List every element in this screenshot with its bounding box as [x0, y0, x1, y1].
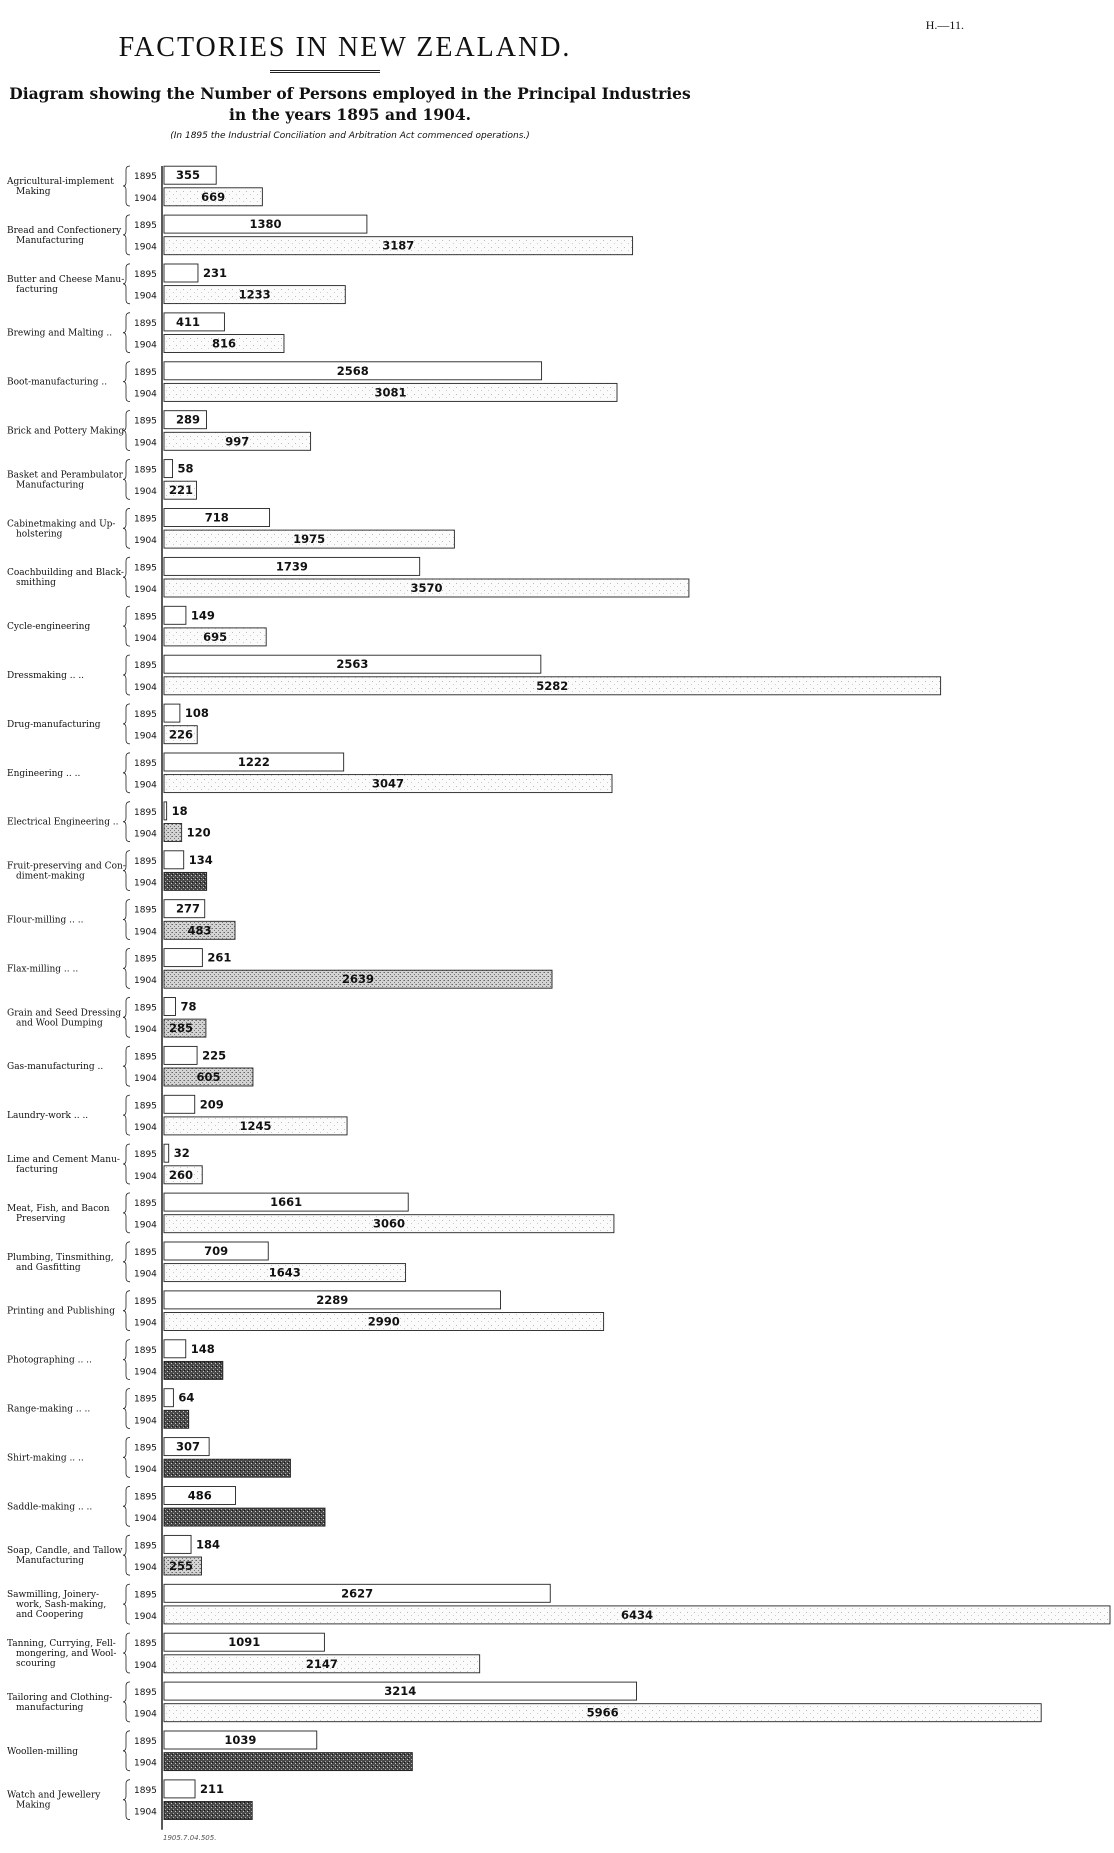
category-label — [7, 964, 78, 974]
year-label-1895: 1895 — [134, 1639, 157, 1650]
data-label-1904: 285 — [169, 1021, 194, 1036]
category-label-line: Dressmaking .. .. — [7, 671, 85, 681]
year-label-1895: 1895 — [134, 1737, 157, 1747]
bar-1895 — [164, 1535, 191, 1553]
row-bracket — [123, 1780, 130, 1820]
year-label-1904: 1904 — [134, 780, 157, 791]
data-label-1895: 709 — [204, 1244, 229, 1258]
row-bracket — [123, 1291, 130, 1331]
category-label — [7, 1693, 112, 1713]
row-bracket — [123, 1340, 130, 1380]
category-label — [7, 427, 125, 437]
category-label — [6, 177, 114, 197]
category-label — [7, 1453, 84, 1463]
row-bracket — [123, 851, 130, 891]
bar-1895 — [164, 1046, 197, 1064]
year-label-1904: 1904 — [134, 242, 157, 253]
year-label-1904: 1904 — [134, 1465, 157, 1476]
category-label-line: scouring — [16, 1659, 56, 1669]
bar-1904 — [164, 1753, 412, 1771]
category-label-line: Making — [16, 1800, 51, 1811]
year-label-1904: 1904 — [134, 1122, 157, 1133]
row-bracket — [123, 1486, 130, 1526]
year-label-1904: 1904 — [134, 976, 157, 987]
row-bracket — [123, 313, 130, 353]
data-label-1895: 261 — [207, 950, 232, 965]
category-label-line: Tanning, Currying, Fell- — [7, 1639, 116, 1649]
bar-1904 — [164, 1361, 223, 1379]
year-label-1904: 1904 — [134, 1611, 157, 1622]
data-label-1895: 1039 — [224, 1733, 257, 1747]
year-label-1904: 1904 — [134, 1269, 157, 1280]
category-label-line: Coachbuilding and Black- — [7, 568, 124, 579]
year-label-1895: 1895 — [134, 563, 157, 574]
year-label-1895: 1895 — [134, 1590, 157, 1601]
category-label — [7, 671, 84, 681]
category-label-line: Manufacturing — [16, 1556, 85, 1567]
bar-1904 — [164, 824, 182, 842]
category-label-line: Agricultural-implement — [7, 177, 114, 187]
category-label-line: Boot-manufacturing .. — [7, 377, 108, 388]
category-label-line: Cycle-engineering — [7, 622, 91, 633]
year-label-1904: 1904 — [134, 585, 157, 595]
year-label-1904: 1904 — [134, 1563, 157, 1573]
year-label-1904: 1904 — [134, 1074, 157, 1084]
year-label-1895: 1895 — [134, 856, 157, 867]
data-label-1904: 2990 — [367, 1314, 400, 1329]
category-label — [7, 769, 80, 779]
row-bracket — [123, 1731, 130, 1771]
category-label-line: Sawmilling, Joinery- — [7, 1590, 100, 1601]
row-bracket — [123, 557, 130, 597]
category-label-line: and Wool Dumping — [16, 1018, 103, 1029]
data-label-1904: 221 — [169, 483, 194, 498]
year-label-1904: 1904 — [134, 1025, 157, 1036]
data-label-1904: 5282 — [536, 678, 569, 693]
data-label-1904: 6434 — [620, 1607, 654, 1622]
year-label-1904: 1904 — [134, 1807, 157, 1818]
category-label — [7, 622, 90, 632]
category-label-line: Flour-milling .. .. — [7, 915, 84, 926]
data-label-1904: 1245 — [239, 1118, 272, 1133]
row-bracket — [123, 1046, 130, 1086]
year-label-1904: 1904 — [134, 829, 157, 840]
year-label-1895: 1895 — [134, 1345, 157, 1356]
data-label-1895: 211 — [200, 1781, 225, 1796]
year-label-1895: 1895 — [134, 905, 157, 916]
row-bracket — [123, 1389, 130, 1429]
bar-1904 — [164, 1459, 290, 1477]
data-label-1904: 605 — [196, 1070, 221, 1084]
category-label — [7, 1062, 103, 1072]
category-label — [7, 862, 126, 882]
data-label-1904: 1643 — [268, 1265, 301, 1280]
data-label-1895: 411 — [176, 314, 201, 329]
year-label-1895: 1895 — [134, 1688, 157, 1699]
bar-1904 — [164, 1410, 189, 1428]
data-label-1895: 184 — [196, 1537, 221, 1552]
year-label-1895: 1895 — [134, 1394, 157, 1405]
data-label-1904: 997 — [225, 434, 250, 449]
row-bracket — [123, 704, 130, 744]
data-label-1895: 32 — [173, 1146, 190, 1161]
category-label-line: Brick and Pottery Making — [7, 426, 125, 437]
category-label-line: Basket and Perambulator — [7, 470, 123, 481]
category-label-line: Fruit-preserving and Con- — [7, 861, 126, 872]
year-label-1904: 1904 — [134, 389, 157, 400]
year-label-1904: 1904 — [134, 1709, 157, 1720]
category-label — [7, 720, 101, 730]
row-bracket — [123, 264, 130, 304]
year-label-1895: 1895 — [134, 1150, 157, 1161]
bar-1895 — [164, 949, 202, 967]
row-bracket — [123, 802, 130, 842]
bar-1895 — [164, 851, 184, 869]
category-label-line: Engineering .. .. — [7, 768, 81, 779]
data-label-1904: 483 — [187, 923, 212, 938]
bar-1904 — [164, 872, 207, 890]
bar-1895 — [164, 998, 175, 1016]
bar-1895 — [164, 1780, 195, 1798]
data-label-1904: 1975 — [293, 532, 326, 547]
category-label — [7, 275, 124, 295]
data-label-1904: 255 — [169, 1559, 194, 1573]
data-label-1895: 289 — [176, 412, 201, 427]
category-label-line: Lime and Cement Manu- — [7, 1155, 120, 1165]
data-label-1895: 64 — [178, 1390, 195, 1405]
year-label-1904: 1904 — [134, 1514, 157, 1525]
category-label — [7, 226, 122, 246]
row-bracket — [123, 1633, 130, 1673]
data-label-1895: 1739 — [275, 559, 308, 574]
data-label-1895: 58 — [177, 461, 194, 476]
category-label-line: Butter and Cheese Manu- — [7, 274, 125, 285]
data-label-1904: 816 — [211, 336, 236, 351]
category-label-line: holstering — [16, 529, 63, 540]
category-label-line: Soap, Candle, and Tallow — [7, 1546, 123, 1557]
data-label-1895: 231 — [202, 266, 227, 280]
category-label — [7, 1747, 78, 1757]
year-label-1904: 1904 — [134, 1367, 157, 1378]
category-label-line: Brewing and Malting .. — [7, 328, 113, 339]
category-label-line: mongering, and Wool- — [16, 1649, 117, 1659]
data-label-1895: 2563 — [336, 657, 369, 672]
category-label-line: Manufacturing — [16, 480, 85, 491]
year-label-1904: 1904 — [134, 1758, 157, 1769]
year-label-1895: 1895 — [134, 710, 157, 721]
category-label-line: Range-making .. .. — [7, 1404, 91, 1415]
category-label-line: facturing — [16, 284, 58, 295]
data-label-1904: 3081 — [374, 385, 407, 400]
year-label-1904: 1904 — [134, 487, 157, 498]
category-label-line: Flax-milling .. .. — [7, 964, 79, 975]
row-bracket — [123, 1095, 130, 1135]
category-label-line: Bread and Confectionery — [7, 225, 122, 236]
year-label-1895: 1895 — [134, 1296, 157, 1307]
category-label — [7, 1204, 110, 1224]
bar-1895 — [164, 606, 186, 624]
year-label-1895: 1895 — [134, 270, 157, 280]
data-label-1895: 18 — [171, 803, 188, 818]
bar-1895 — [164, 1144, 169, 1162]
category-label-line: Tailoring and Clothing- — [7, 1692, 113, 1703]
category-label-line: Preserving — [16, 1213, 66, 1224]
category-label — [7, 470, 124, 490]
category-label — [7, 1546, 123, 1566]
year-label-1895: 1895 — [134, 221, 157, 232]
bar-1895 — [164, 704, 180, 722]
year-label-1904: 1904 — [134, 340, 157, 351]
data-label-1904: 3060 — [372, 1216, 405, 1231]
row-bracket — [123, 459, 130, 499]
category-label — [7, 1155, 120, 1175]
data-label-1904: 695 — [203, 629, 228, 644]
category-label — [7, 568, 124, 588]
data-label-1895: 1091 — [228, 1635, 261, 1650]
category-label-line: Drug-manufacturing — [7, 719, 101, 730]
year-label-1895: 1895 — [134, 612, 157, 623]
row-bracket — [123, 1584, 130, 1624]
data-label-1895: 2289 — [316, 1292, 349, 1307]
year-label-1904: 1904 — [134, 1318, 157, 1329]
printer-footer: 1905.7.04.505. — [163, 1834, 217, 1842]
year-label-1904: 1904 — [134, 1660, 157, 1671]
data-label-1895: 149 — [190, 608, 215, 623]
category-label — [7, 1639, 116, 1669]
data-label-1895: 134 — [188, 852, 213, 867]
year-label-1904: 1904 — [134, 633, 157, 644]
bar-1895 — [164, 802, 167, 820]
row-bracket — [123, 362, 130, 402]
category-label — [7, 378, 107, 388]
data-label-1895: 225 — [202, 1048, 227, 1063]
year-label-1895: 1895 — [134, 172, 157, 183]
data-label-1895: 148 — [190, 1341, 215, 1356]
category-label-line: Shirt-making .. .. — [7, 1453, 84, 1464]
category-label — [7, 1253, 114, 1273]
data-label-1895: 1222 — [237, 755, 270, 769]
year-label-1904: 1904 — [134, 438, 157, 449]
row-bracket — [123, 948, 130, 988]
bar-1895 — [164, 1389, 173, 1407]
row-bracket — [123, 1682, 130, 1722]
year-label-1895: 1895 — [134, 1003, 157, 1014]
row-bracket — [123, 166, 130, 206]
category-label — [7, 1111, 88, 1121]
bar-1904 — [164, 1508, 325, 1526]
data-label-1895: 1380 — [249, 217, 282, 232]
row-bracket — [123, 411, 130, 451]
year-label-1904: 1904 — [134, 1171, 157, 1182]
category-label — [7, 1356, 92, 1366]
category-label-line: Gas-manufacturing .. — [7, 1062, 104, 1073]
year-label-1895: 1895 — [134, 661, 157, 672]
page-reference: H.—11. — [925, 18, 964, 32]
year-label-1904: 1904 — [134, 878, 157, 889]
data-label-1904: 226 — [169, 727, 194, 742]
data-label-1904: 3570 — [410, 581, 443, 595]
category-label-line: Printing and Publishing — [7, 1306, 115, 1317]
category-label — [7, 916, 84, 926]
data-label-1895: 355 — [176, 168, 201, 183]
data-label-1895: 108 — [184, 706, 209, 721]
data-label-1895: 277 — [176, 901, 201, 916]
row-bracket — [123, 655, 130, 695]
data-label-1895: 209 — [199, 1097, 224, 1112]
category-label — [7, 1791, 101, 1811]
category-label-line: Woollen-milling — [7, 1746, 79, 1757]
row-bracket — [123, 508, 130, 548]
data-label-1895: 2627 — [341, 1586, 374, 1601]
chart-note: (In 1895 the Industrial Conciliation and Arbitration Act commenced operations.) — [170, 131, 530, 141]
category-label-line: Meat, Fish, and Bacon — [7, 1203, 110, 1214]
data-label-1904: 5966 — [586, 1705, 619, 1720]
data-label-1895: 1661 — [270, 1195, 303, 1210]
row-bracket — [123, 1193, 130, 1233]
year-label-1895: 1895 — [134, 1492, 157, 1503]
category-label-line: smithing — [16, 578, 56, 589]
subtitle-line-2: in the years 1895 and 1904. — [228, 105, 472, 124]
category-label-line: diment-making — [16, 871, 85, 882]
row-bracket — [123, 606, 130, 646]
data-label-1895: 78 — [180, 999, 197, 1014]
chart-title: FACTORIES IN NEW ZEALAND. — [118, 32, 572, 63]
data-label-1895: 486 — [187, 1488, 212, 1503]
data-label-1895: 3214 — [384, 1684, 417, 1699]
year-label-1895: 1895 — [134, 416, 157, 427]
year-label-1895: 1895 — [134, 465, 157, 476]
year-label-1904: 1904 — [134, 682, 157, 693]
year-label-1895: 1895 — [134, 759, 157, 769]
year-label-1904: 1904 — [134, 291, 157, 302]
data-label-1904: 260 — [169, 1167, 194, 1182]
category-label-line: Laundry-work .. .. — [7, 1111, 89, 1122]
category-label-line: Watch and Jewellery — [7, 1790, 101, 1801]
category-label — [7, 1307, 115, 1317]
row-bracket — [123, 900, 130, 940]
year-label-1895: 1895 — [134, 367, 157, 378]
row-bracket — [123, 997, 130, 1037]
data-label-1904: 120 — [186, 825, 211, 840]
year-label-1895: 1895 — [134, 318, 157, 329]
year-label-1895: 1895 — [134, 1541, 157, 1552]
year-label-1904: 1904 — [134, 1416, 157, 1427]
year-label-1904: 1904 — [134, 193, 157, 204]
year-label-1895: 1895 — [134, 1443, 157, 1454]
subtitle-line-1: Diagram showing the Number of Persons employed in the Principal Industries — [9, 84, 691, 103]
category-label-line: facturing — [16, 1165, 58, 1175]
category-label-line: Saddle-making .. .. — [7, 1502, 93, 1513]
year-label-1904: 1904 — [134, 536, 157, 547]
category-label-line: and Gasfitting — [16, 1262, 81, 1273]
data-label-1895: 2568 — [336, 363, 369, 378]
year-label-1904: 1904 — [134, 1220, 157, 1231]
category-label-line: Plumbing, Tinsmithing, — [7, 1252, 114, 1263]
data-label-1904: 2147 — [305, 1656, 338, 1671]
row-bracket — [123, 1242, 130, 1282]
data-label-1895: 307 — [176, 1439, 201, 1454]
year-label-1895: 1895 — [134, 1785, 157, 1796]
category-label — [7, 818, 119, 828]
year-label-1904: 1904 — [134, 731, 157, 742]
category-label — [7, 1590, 106, 1620]
category-label — [7, 1405, 90, 1415]
data-label-1904: 1233 — [238, 287, 271, 302]
row-bracket — [123, 1535, 130, 1575]
bar-1895 — [164, 1095, 195, 1113]
category-label-line: Making — [16, 187, 51, 197]
category-label-line: manufacturing — [16, 1702, 84, 1713]
category-label-line: Manufacturing — [16, 235, 85, 246]
bar-1895 — [164, 1340, 186, 1358]
year-label-1895: 1895 — [134, 954, 157, 965]
category-label-line: work, Sash-making, — [16, 1600, 107, 1611]
category-label — [7, 329, 112, 339]
bar-1895 — [164, 460, 173, 478]
data-label-1895: 718 — [204, 510, 229, 525]
year-label-1895: 1895 — [134, 1199, 157, 1210]
category-label-line: Photographing .. .. — [7, 1355, 92, 1366]
data-label-1904: 3047 — [371, 776, 405, 791]
row-bracket — [123, 215, 130, 255]
row-bracket — [123, 753, 130, 793]
category-label-line: Electrical Engineering .. — [7, 817, 119, 828]
data-label-1904: 2639 — [342, 972, 375, 987]
year-label-1904: 1904 — [134, 927, 157, 938]
category-label-line: Cabinetmaking and Up- — [7, 519, 116, 530]
category-label — [7, 1502, 92, 1512]
year-label-1895: 1895 — [134, 1248, 157, 1258]
category-label — [7, 519, 115, 539]
bar-1895 — [164, 264, 198, 282]
category-label — [7, 1008, 121, 1028]
category-label-line: and Coopering — [16, 1610, 84, 1621]
year-label-1895: 1895 — [134, 1101, 157, 1112]
data-label-1904: 3187 — [382, 238, 415, 253]
bar-1904 — [164, 1802, 252, 1820]
year-label-1895: 1895 — [134, 514, 157, 525]
row-bracket — [123, 1144, 130, 1184]
year-label-1895: 1895 — [134, 1052, 157, 1063]
row-bracket — [123, 1437, 130, 1477]
data-label-1904: 669 — [201, 189, 226, 204]
year-label-1895: 1895 — [134, 807, 157, 818]
category-label-line: Grain and Seed Dressing — [7, 1008, 122, 1019]
